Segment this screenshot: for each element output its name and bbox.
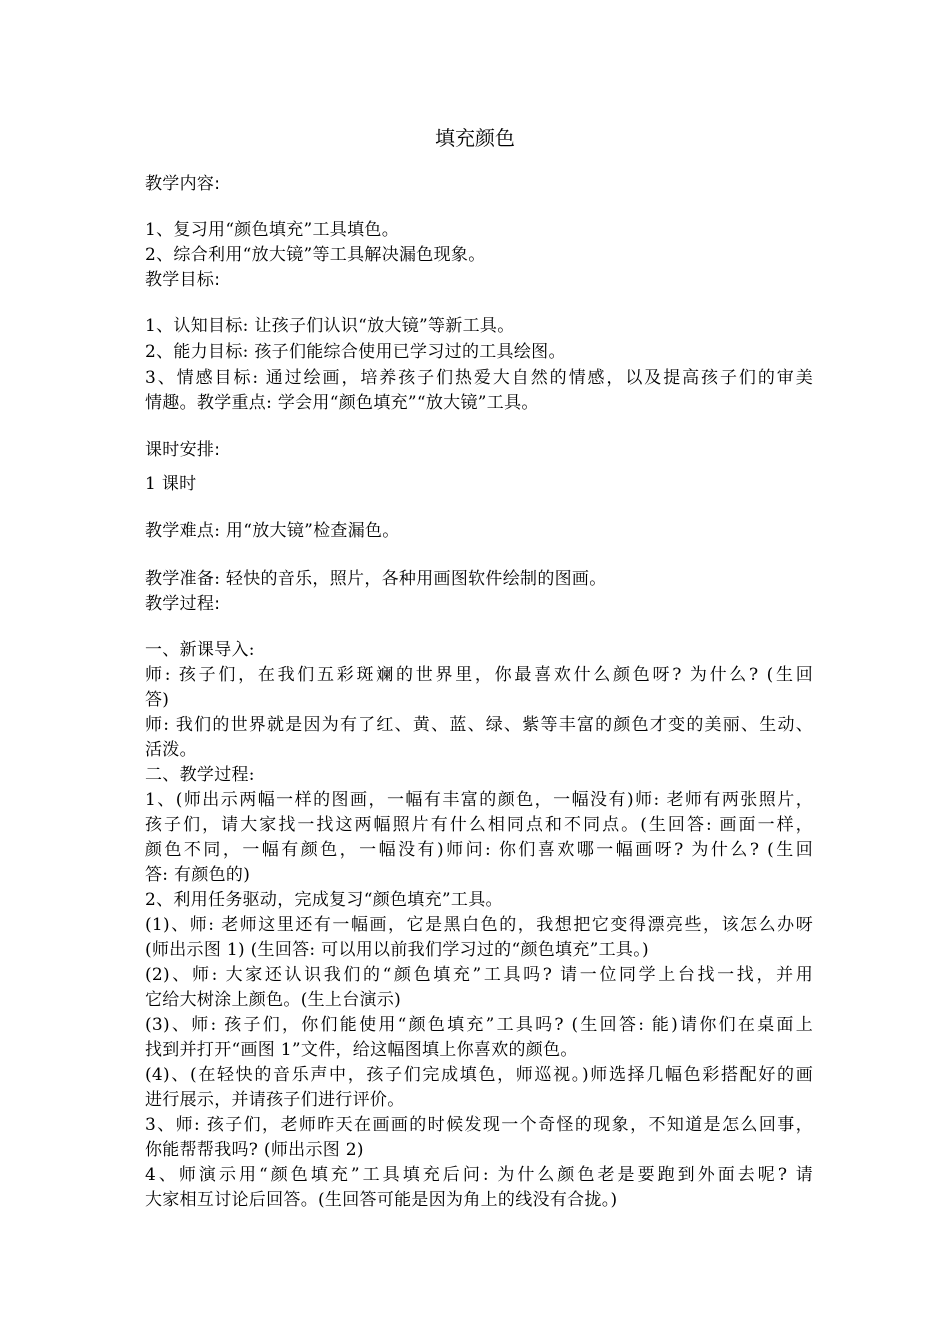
paragraph-line: 师: 孩子们，在我们五彩斑斓的世界里，你最喜欢什么颜色呀? 为什么? (生回 xyxy=(145,665,813,685)
goal-item-1: 1、认知目标: 让孩子们认识“放大镜”等新工具。 xyxy=(145,316,515,336)
paragraph-line: (师出示图 1) (生回答: 可以用以前我们学习过的“颜色填充”工具。) xyxy=(145,940,649,960)
difficulty-line: 教学难点: 用“放大镜”检查漏色。 xyxy=(145,521,400,541)
paragraph-line: 师: 我们的世界就是因为有了红、黄、蓝、绿、紫等丰富的颜色才变的美丽、生动、 xyxy=(145,715,813,735)
paragraph-line: 4、师演示用“颜色填充”工具填充后问: 为什么颜色老是要跑到外面去呢? 请 xyxy=(145,1165,813,1185)
paragraph-line: (3)、师: 孩子们，你们能使用“颜色填充”工具吗? (生回答: 能)请你们在桌面上 xyxy=(145,1015,813,1035)
paragraph-line: (1)、师: 老师这里还有一幅画，它是黑白色的，我想把它变得漂亮些，该怎么办呀 xyxy=(145,915,813,935)
heading-teaching-goals: 教学目标: xyxy=(145,270,221,290)
paragraph-line: 大家相互讨论后回答。(生回答可能是因为角上的线没有合拢。) xyxy=(145,1190,618,1210)
paragraph-line: 3、师: 孩子们，老师昨天在画画的时候发现一个奇怪的现象，不知道是怎么回事， xyxy=(145,1115,813,1135)
paragraph-line: 2、利用任务驱动，完成复习“颜色填充”工具。 xyxy=(145,890,503,910)
paragraph-line: 颜色不同，一幅有颜色，一幅没有)师问: 你们喜欢哪一幅画呀? 为什么? (生回 xyxy=(145,840,813,860)
paragraph-line: 1、(师出示两幅一样的图画，一幅有丰富的颜色，一幅没有)师: 老师有两张照片， xyxy=(145,790,813,810)
paragraph-line: 进行展示，并请孩子们进行评价。 xyxy=(145,1090,405,1110)
content-item-1: 1、复习用“颜色填充”工具填色。 xyxy=(145,220,399,240)
section-intro: 一、新课导入: xyxy=(145,640,255,660)
section-process: 二、教学过程: xyxy=(145,765,255,785)
paragraph-line: 找到并打开“画图 1”文件，给这幅图填上你喜欢的颜色。 xyxy=(145,1040,578,1060)
paragraph-line: 答) xyxy=(145,690,170,710)
heading-teaching-process: 教学过程: xyxy=(145,594,221,614)
heading-schedule: 课时安排: xyxy=(145,440,221,460)
preparation-line: 教学准备: 轻快的音乐，照片，各种用画图软件绘制的图画。 xyxy=(145,569,607,589)
heading-teaching-content: 教学内容: xyxy=(145,174,221,194)
paragraph-line: (2)、师: 大家还认识我们的“颜色填充”工具吗? 请一位同学上台找一找，并用 xyxy=(145,965,813,985)
paragraph-line: 活泼。 xyxy=(145,740,197,760)
goal-item-2: 2、能力目标: 孩子们能综合使用已学习过的工具绘图。 xyxy=(145,342,566,362)
paragraph-line: 你能帮帮我吗? (师出示图 2) xyxy=(145,1140,364,1160)
goal-item-3: 3、情感目标: 通过绘画，培养孩子们热爱大自然的情感，以及提高孩子们的审美 xyxy=(145,368,813,388)
paragraph-line: 它给大树涂上颜色。(生上台演示) xyxy=(145,990,402,1010)
content-item-2: 2、综合利用“放大镜”等工具解决漏色现象。 xyxy=(145,245,486,265)
schedule-value: 1 课时 xyxy=(145,474,197,494)
paragraph-line: 答: 有颜色的) xyxy=(145,865,251,885)
page-title: 填充颜色 xyxy=(435,126,515,150)
paragraph-line: 孩子们，请大家找一找这两幅照片有什么相同点和不同点。(生回答: 画面一样， xyxy=(145,815,813,835)
paragraph-line: (4)、(在轻快的音乐声中，孩子们完成填色，师巡视。)师选择几幅色彩搭配好的画 xyxy=(145,1065,813,1085)
goal-item-3-cont: 情趣。教学重点: 学会用“颜色填充”“放大镜”工具。 xyxy=(145,393,539,413)
